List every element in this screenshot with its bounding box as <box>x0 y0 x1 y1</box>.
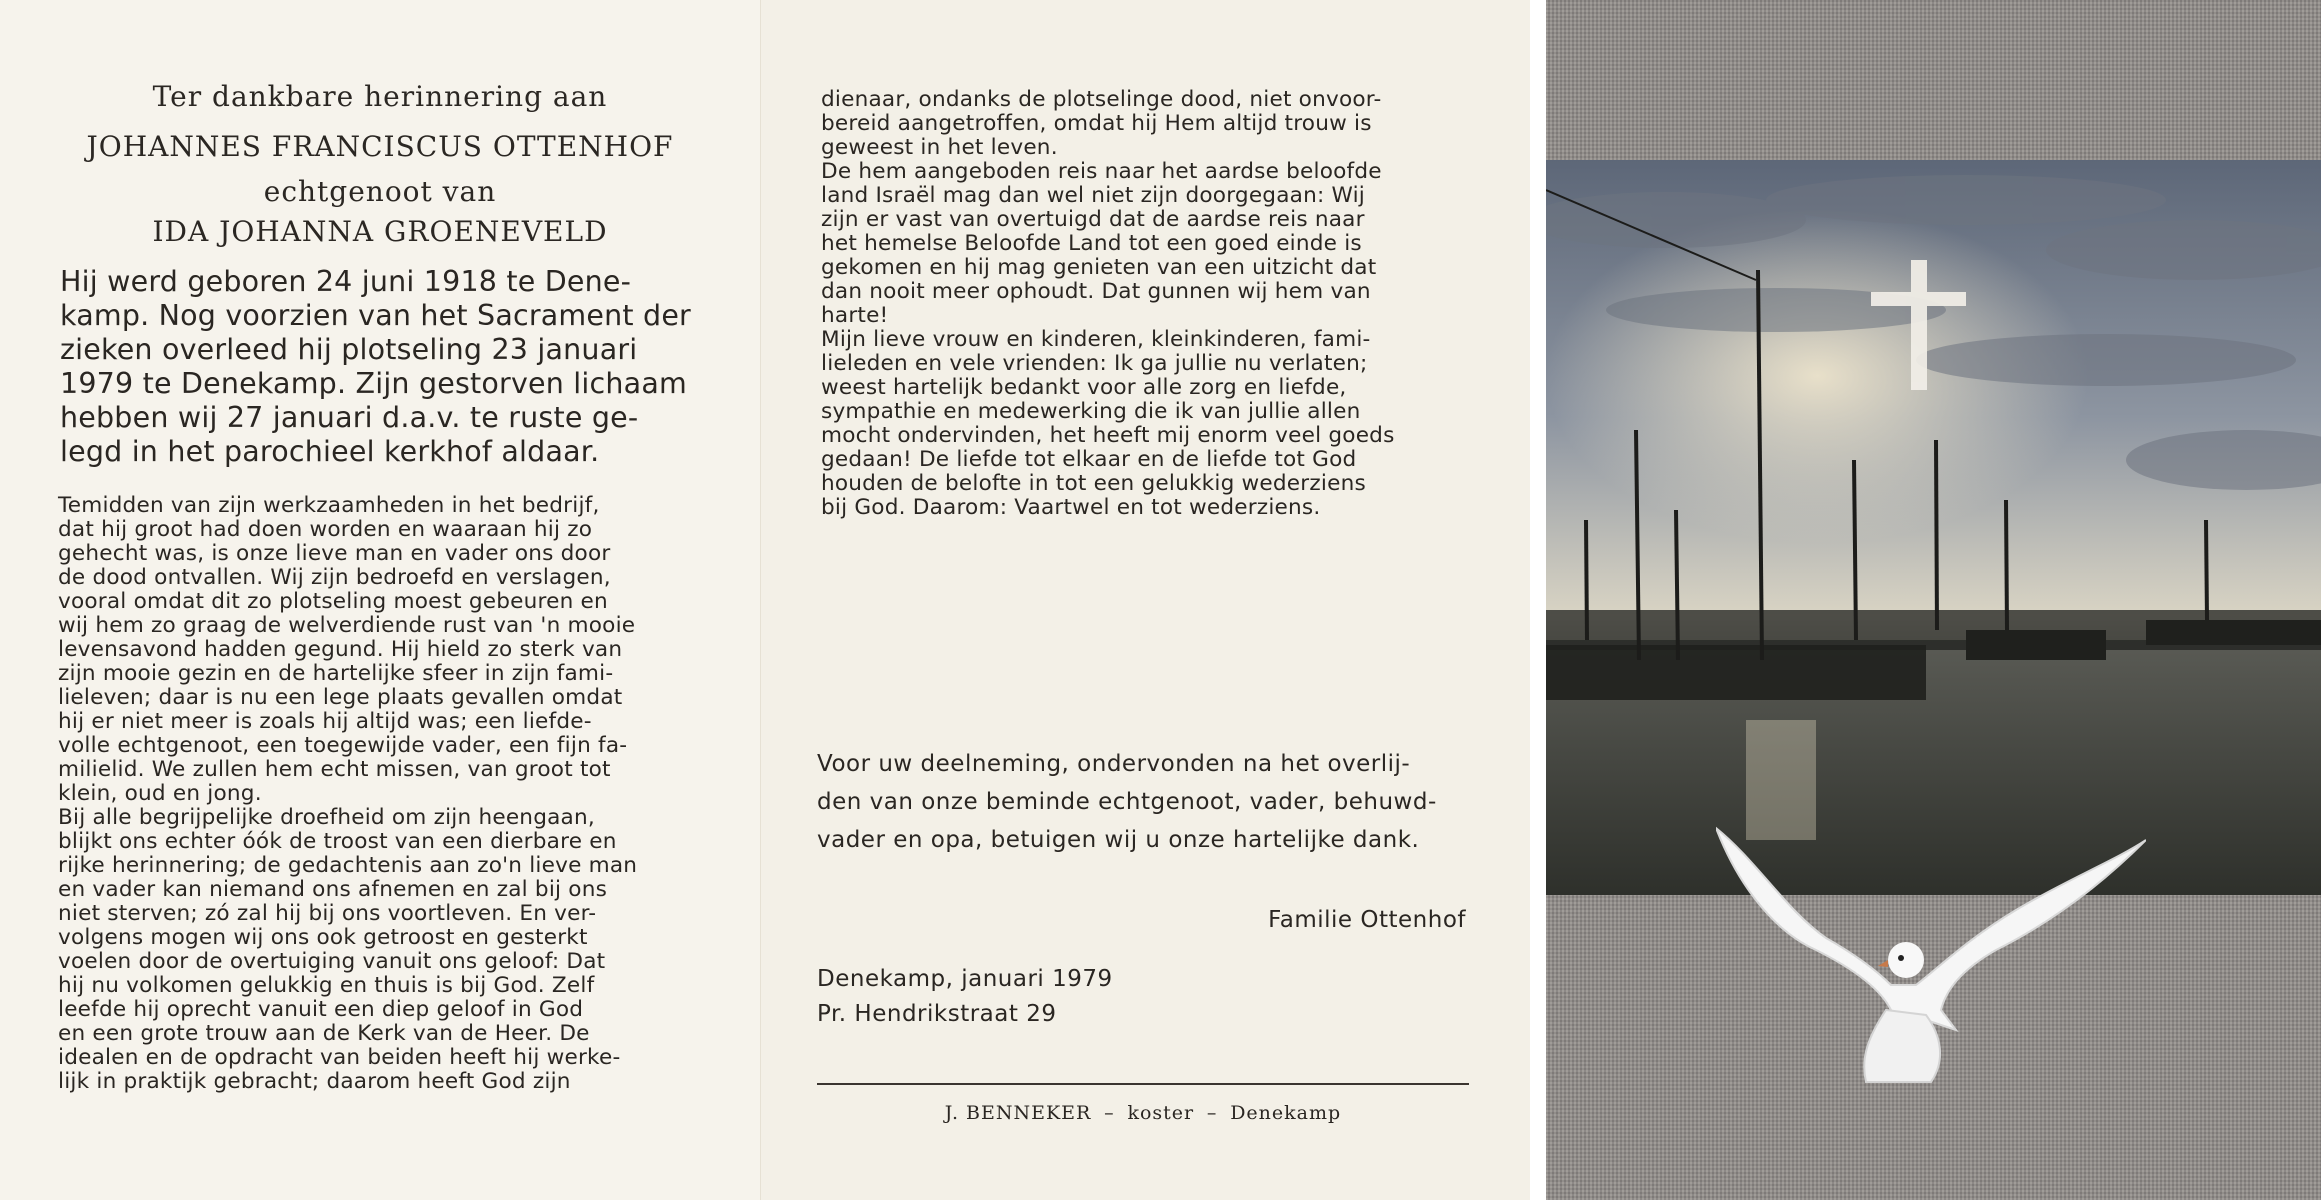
body-line: sympathie en medewerking die ik van jullie allen <box>821 399 1361 424</box>
body-line: idealen en de opdracht van beiden heeft hij werke- <box>58 1045 621 1070</box>
dove-icon <box>1716 820 2146 1090</box>
printer-line <box>817 1102 1469 1124</box>
printer-separator: – <box>1206 1102 1218 1124</box>
body-line: blijkt ons echter óók de troost van een dierbare en <box>58 829 617 854</box>
body-line: zijn mooie gezin en de hartelijke sfeer in zijn fami- <box>58 661 614 686</box>
body-line: zijn er vast van overtuigd dat de aardse reis naar <box>821 207 1365 232</box>
body-line: milielid. We zullen hem echt missen, van groot tot <box>58 757 611 782</box>
body-line: Bij alle begrijpelijke droefheid om zijn heengaan, <box>58 805 595 830</box>
linen-border-top <box>1546 0 2321 160</box>
body-line: weest hartelijk bedankt voor alle zorg en liefde, <box>821 375 1347 400</box>
body-line: dan nooit meer ophoudt. Dat gunnen wij hem van <box>821 279 1371 304</box>
card-left-panel <box>0 0 760 1200</box>
body-line: hij er niet meer is zoals hij altijd was; een liefde- <box>58 709 592 734</box>
body-line: voelen door de overtuiging vanuit ons geloof: Dat <box>58 949 606 974</box>
body-line: gekomen en hij mag genieten van een uitzicht dat <box>821 255 1377 280</box>
harbor-sunset-photo <box>1546 160 2321 895</box>
printer-role: koster <box>1127 1102 1195 1124</box>
body-line: Mijn lieve vrouw en kinderen, kleinkinderen, fami- <box>821 327 1371 352</box>
printer-town: Denekamp <box>1230 1102 1342 1124</box>
body-line: wij hem zo graag de welverdiende rust van 'n mooie <box>58 613 636 638</box>
heading-line-1: Ter dankbare herinnering aan <box>152 80 608 113</box>
body-line: volle echtgenoot, een toegewijde vader, een fijn fa- <box>58 733 628 758</box>
card-gap <box>1530 0 1546 1200</box>
body-line: klein, oud en jong. <box>58 781 262 806</box>
body-line: Temidden van zijn werkzaamheden in het bedrijf, <box>58 493 600 518</box>
thanks-line: Voor uw deelneming, ondervonden na het overlij- <box>817 751 1411 777</box>
body-line: dienaar, ondanks de plotselinge dood, niet onvoor- <box>821 87 1382 112</box>
body-line: lijk in praktijk gebracht; daarom heeft God zijn <box>58 1069 571 1094</box>
body-line: rijke herinnering; de gedachtenis aan zo'n lieve man <box>58 853 638 878</box>
body-line: niet sterven; zó zal hij bij ons voortleven. En ver- <box>58 901 597 926</box>
printer-name: J. BENNEKER <box>944 1102 1092 1124</box>
family-signature: Familie Ottenhof <box>1268 907 1466 933</box>
intro-line: kamp. Nog voorzien van het Sacrament der <box>60 299 691 332</box>
body-line: bereid aangetroffen, omdat hij Hem altijd trouw is <box>821 111 1372 136</box>
body-line: en vader kan niemand ons afnemen en zal bij ons <box>58 877 608 902</box>
intro-line: 1979 te Denekamp. Zijn gestorven lichaam <box>60 367 687 400</box>
body-line: lieleden en vele vrienden: Ik ga jullie nu verlaten; <box>821 351 1368 376</box>
intro-line: hebben wij 27 januari d.a.v. te ruste ge- <box>60 401 639 434</box>
deceased-name: JOHANNES FRANCISCUS OTTENHOF <box>86 130 674 163</box>
intro-line: zieken overleed hij plotseling 23 januari <box>60 333 638 366</box>
body-line: land Israël mag dan wel niet zijn doorgegaan: Wij <box>821 183 1365 208</box>
divider-rule <box>817 1083 1469 1085</box>
body-line: houden de belofte in tot een gelukkig wederziens <box>821 471 1366 496</box>
spouse-name: IDA JOHANNA GROENEVELD <box>152 215 608 248</box>
address: Pr. Hendrikstraat 29 <box>817 1001 1057 1027</box>
body-line: harte! <box>821 303 889 328</box>
body-line: geweest in het leven. <box>821 135 1058 160</box>
body-line: De hem aangeboden reis naar het aardse beloofde <box>821 159 1382 184</box>
body-line: volgens mogen wij ons ook getroost en gesterkt <box>58 925 588 950</box>
body-line: en een grote trouw aan de Kerk van de Heer. De <box>58 1021 590 1046</box>
body-line: gehecht was, is onze lieve man en vader ons door <box>58 541 611 566</box>
body-line: gedaan! De liefde tot elkaar en de liefde tot God <box>821 447 1357 472</box>
body-line: levensavond hadden gegund. Hij hield zo sterk van <box>58 637 623 662</box>
body-line: mocht ondervinden, het heeft mij enorm veel goeds <box>821 423 1395 448</box>
intro-line: legd in het parochieel kerkhof aldaar. <box>60 435 600 468</box>
body-line: bij God. Daarom: Vaartwel en tot wederziens. <box>821 495 1321 520</box>
body-line: dat hij groot had doen worden en waaraan hij zo <box>58 517 593 542</box>
body-line: de dood ontvallen. Wij zijn bedroefd en verslagen, <box>58 565 611 590</box>
body-line: lieleven; daar is nu een lege plaats gevallen omdat <box>58 685 623 710</box>
thanks-line: vader en opa, betuigen wij u onze hartelijke dank. <box>817 827 1420 853</box>
card-front-photo-panel <box>1546 0 2321 1200</box>
heading-line-3: echtgenoot van <box>263 175 497 208</box>
intro-line: Hij werd geboren 24 juni 1918 te Dene- <box>60 265 632 298</box>
card-middle-panel <box>760 0 1530 1200</box>
body-line: hij nu volkomen gelukkig en thuis is bij God. Zelf <box>58 973 595 998</box>
body-line: vooral omdat dit zo plotseling moest gebeuren en <box>58 589 608 614</box>
body-line: het hemelse Beloofde Land tot een goed einde is <box>821 231 1362 256</box>
body-line: leefde hij oprecht vanuit een diep geloof in God <box>58 997 584 1022</box>
thanks-line: den van onze beminde echtgenoot, vader, behuwd- <box>817 789 1437 815</box>
place-date: Denekamp, januari 1979 <box>817 966 1113 992</box>
printer-separator: – <box>1104 1102 1115 1124</box>
